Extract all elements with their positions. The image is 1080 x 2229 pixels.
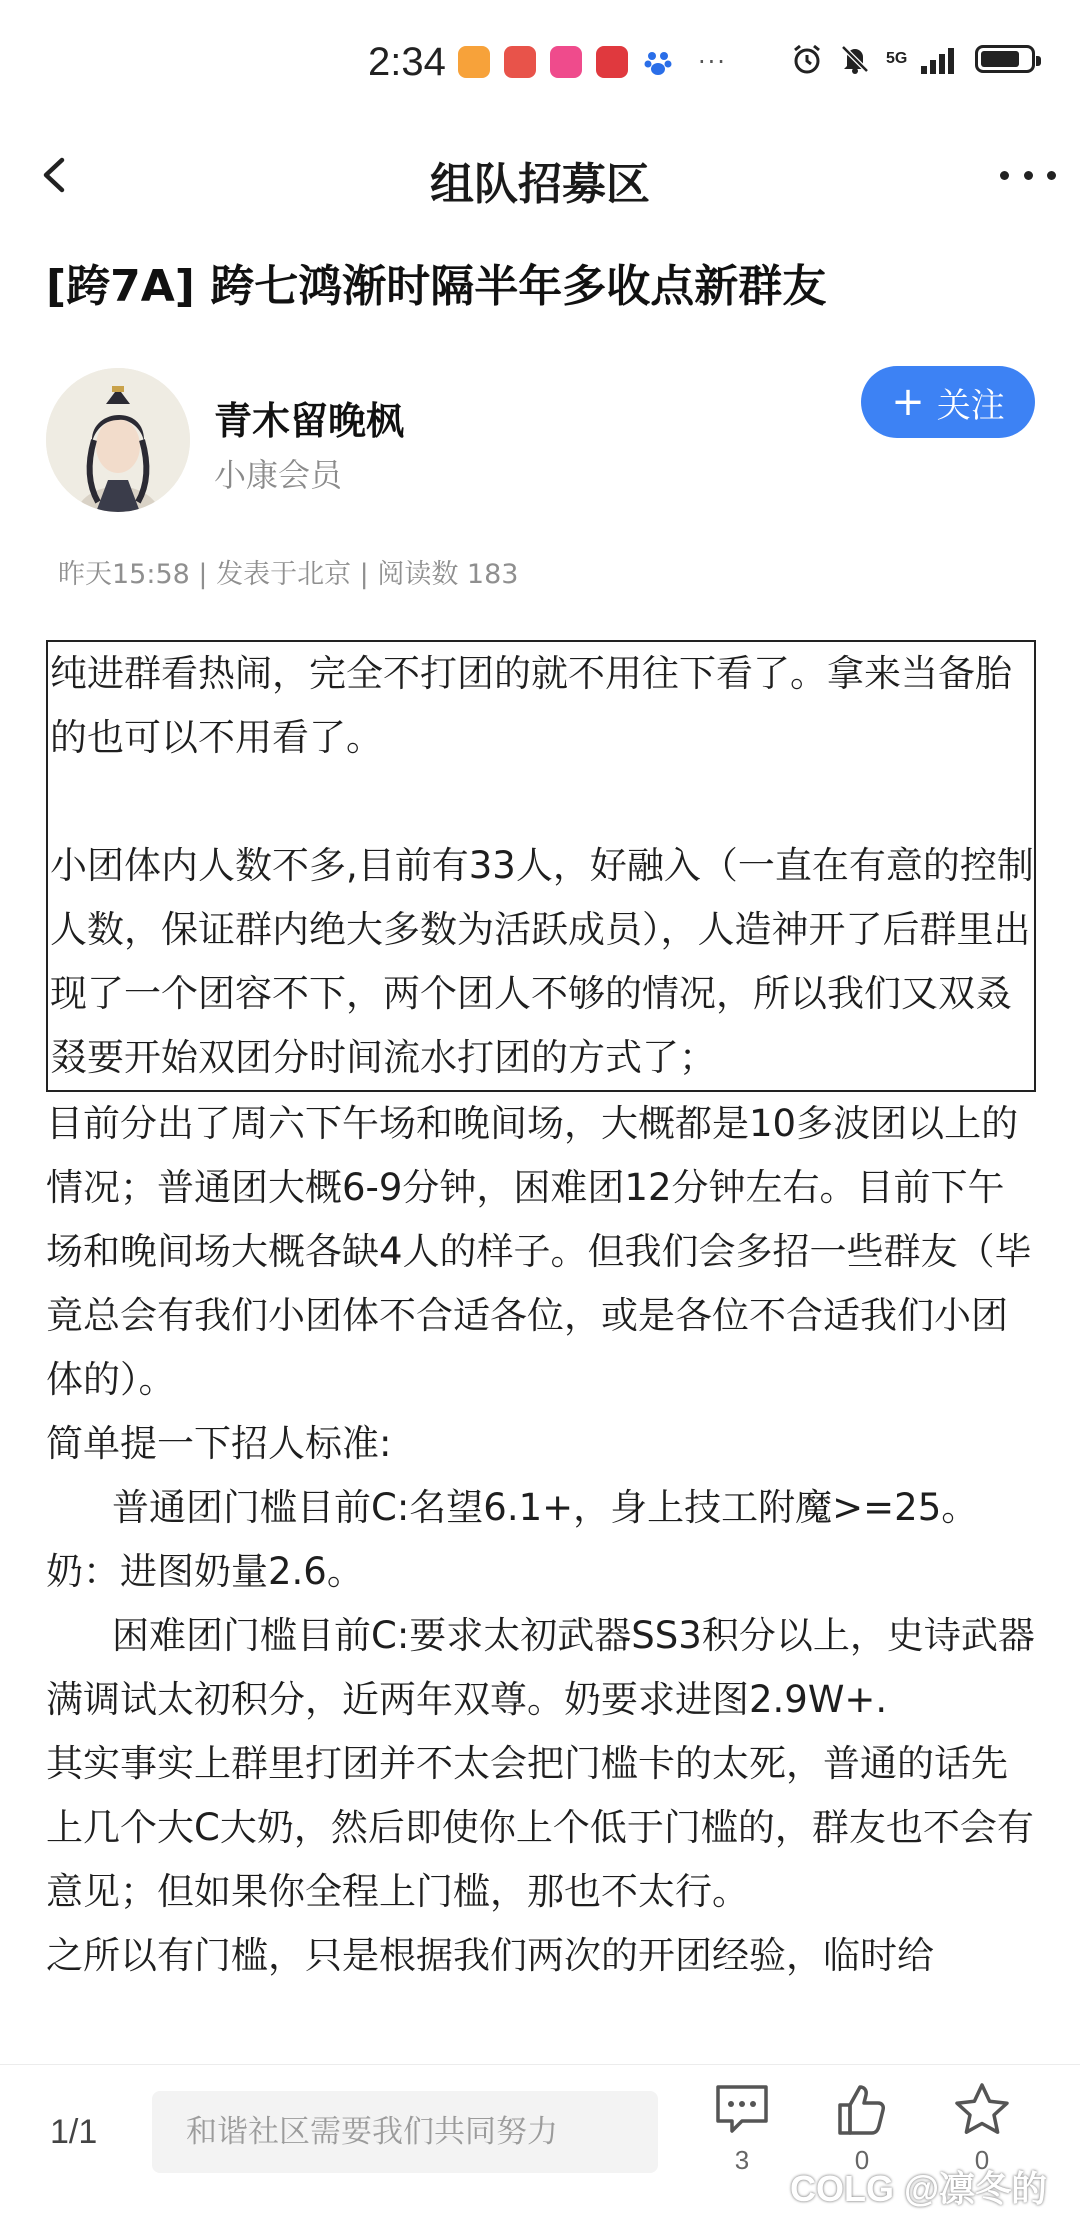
- more-notifications-icon: ···: [698, 48, 727, 76]
- comment-icon: [712, 2081, 772, 2137]
- comment-input[interactable]: 和谐社区需要我们共同努力: [152, 2091, 658, 2173]
- more-dot: [1000, 171, 1009, 180]
- signal-icon: [921, 44, 961, 74]
- favorite-count: 0: [974, 2145, 990, 2175]
- more-options-button[interactable]: [1000, 150, 1056, 200]
- mute-icon: [838, 42, 872, 76]
- network-type: 5G: [886, 50, 908, 67]
- post-content: [46, 640, 1036, 1988]
- blank-line: [50, 770, 1034, 834]
- thumbs-up-icon: [832, 2081, 892, 2137]
- author-name[interactable]: 青木留晚枫: [214, 399, 405, 443]
- paw-app-icon: [642, 46, 674, 78]
- comment-count: 3: [734, 2145, 750, 2175]
- page-indicator[interactable]: 1/1: [50, 2113, 98, 2151]
- follow-button[interactable]: [861, 366, 1035, 438]
- like-count: 0: [854, 2145, 870, 2175]
- paragraph: 简单提一下招人标准:: [46, 1422, 392, 1465]
- page-title: 组队招募区: [430, 159, 650, 210]
- watermark: COLG @凛冬的: [790, 2168, 1048, 2209]
- highlighted-box: [46, 640, 1036, 1092]
- more-dot: [1024, 171, 1033, 180]
- battery-icon: [975, 45, 1035, 73]
- paragraph: 之所以有门槛，只是根据我们两次的开团经验，临时给: [46, 1934, 934, 1977]
- paragraph: 纯进群看热闹，完全不打团的就不用往下看了。拿来当备胎的也可以不用看了。: [50, 652, 1012, 759]
- app-notification-icon: [458, 46, 490, 78]
- paragraph: 普通团门槛目前C:名望6.1+，身上技工附魔>=25。奶：进图奶量2.6。: [46, 1486, 979, 1593]
- paragraph: 其实事实上群里打团并不太会把门槛卡的太死，普通的话先上几个大C大奶，然后即使你上个低于门槛的，群友也不会有意见；但如果你全程上门槛，那也不太行。: [46, 1742, 1034, 1913]
- star-icon: [952, 2081, 1012, 2137]
- follow-label: 关注: [936, 385, 1005, 426]
- system-icons: [790, 42, 1035, 76]
- post-title: [跨7A] 跨七鸿渐时隔半年多收点新群友: [46, 261, 827, 312]
- alarm-icon: [790, 42, 824, 76]
- paragraph: 小团体内人数不多,目前有33人，好融入（一直在有意的控制人数，保证群内绝大多数为活跃成员），人造神开了后群里出现了一个团容不下，两个团人不够的情况，所以我们又双叒叕要开始双团分时间流水打团的方式了；: [50, 844, 1034, 1079]
- status-time: 2:34: [368, 40, 446, 84]
- paragraph: 困难团门槛目前C:要求太初武器SS3积分以上，史诗武器满调试太初积分，近两年双尊。奶要求进图2.9W+.: [46, 1614, 1035, 1721]
- author-avatar[interactable]: [46, 368, 190, 512]
- app-notification-icon: [596, 46, 628, 78]
- bottom-bar: [0, 2064, 1080, 2229]
- author-level: 小康会员: [214, 456, 343, 494]
- post-meta: 昨天15:58 | 发表于北京 | 阅读数 183: [58, 559, 519, 590]
- status-bar: [0, 0, 1080, 120]
- more-dot: [1047, 171, 1056, 180]
- app-header: [0, 130, 1080, 220]
- plus-icon: +: [891, 379, 925, 425]
- app-notification-icon: [504, 46, 536, 78]
- notification-icons: [458, 46, 727, 78]
- app-notification-icon: [550, 46, 582, 78]
- paragraph: 目前分出了周六下午场和晚间场，大概都是10多波团以上的情况；普通团大概6-9分钟，困难团12分钟左右。目前下午场和晚间场大概各缺4人的样子。但我们会多招一些群友（毕竟总会有我们小团体不合适各位，或是各位不合适我们小团体的）。: [46, 1102, 1032, 1401]
- comment-button[interactable]: [702, 2081, 782, 2176]
